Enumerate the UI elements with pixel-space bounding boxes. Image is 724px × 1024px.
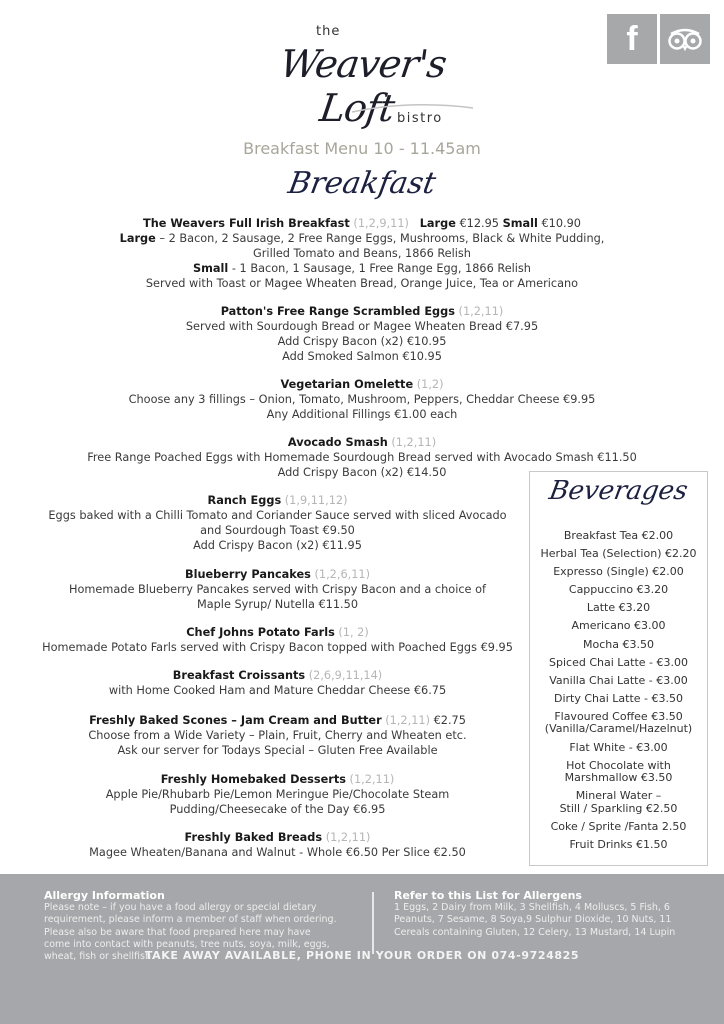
beverage-item: Americano €3.00 bbox=[571, 619, 666, 633]
item-name: Vegetarian Omelette bbox=[280, 378, 414, 391]
item-name: Freshly Baked Scones – Jam Cream and Butter bbox=[89, 714, 382, 727]
item-allergens: (1,9,11,12) bbox=[284, 494, 348, 507]
item-allergens: (1, 2) bbox=[338, 626, 369, 639]
beverage-item: Spiced Chai Latte - €3.00 bbox=[549, 655, 688, 669]
item-name: Chef Johns Potato Farls bbox=[186, 626, 335, 639]
allergy-title: Allergy Information bbox=[44, 889, 165, 902]
menu-item: Patton's Free Range Scrambled Eggs (1,2,11) Served with Sourdough Bread or Magee Wheaten Bread €7.95 Add Crispy Bacon (x2) €10.95 Add Smoked Salmon €10.95 bbox=[185, 305, 539, 363]
facebook-link[interactable] bbox=[607, 14, 657, 64]
item-name: Freshly Homebaked Desserts bbox=[160, 773, 346, 786]
beverage-item: Flat White - €3.00 bbox=[569, 740, 668, 754]
item-name: Ranch Eggs bbox=[207, 494, 282, 507]
logo-the: the bbox=[316, 24, 341, 39]
menu-item: The Weavers Full Irish Breakfast (1,2,9,11) Large €12.95 Small €10.90 Large – 2 Bacon, 2 Sausage, 2 Free Range Eggs, Mushrooms, Black & White Pudding, Grilled Tomato and Beans, 1866 Relish Small - 1 Bacon, 1 Sausage, 1 Free Range Egg, 1866 Relish Served with Toast or Magee Wheaten Bread, Orange Juice, Tea or Americano bbox=[119, 217, 605, 290]
allergy-information: Allergy Information Please note – if you have a food allergy or special dietary requirement, please inform a member of staff when ordering. Please also be aware that food prepared here may have come into contact with peanuts, tree nuts, soya, milk, eggs, wheat, fish or shellfish. bbox=[44, 889, 344, 963]
menu-item: Avocado Smash (1,2,11) Free Range Poached Eggs with Homemade Sourdough Bread served with Avocado Smash €11.50 Add Crispy Bacon (x2) €14.50 bbox=[87, 436, 637, 479]
beverage-item: Cappuccino €3.20 bbox=[568, 583, 669, 597]
beverage-item: Mineral Water – Still / Sparkling €2.50 bbox=[559, 789, 678, 815]
beverage-item: Vanilla Chai Latte - €3.00 bbox=[549, 673, 688, 687]
tripadvisor-owl-icon bbox=[667, 27, 703, 51]
beverage-item: Herbal Tea (Selection) €2.20 bbox=[540, 547, 697, 561]
beverage-item: Latte €3.20 bbox=[586, 601, 651, 615]
item-name: Freshly Baked Breads bbox=[184, 831, 323, 844]
menu-item: Blueberry Pancakes (1,2,6,11) Homemade Blueberry Pancakes served with Crispy Bacon and a choice of Maple Syrup/ Nutella €11.50 bbox=[69, 568, 486, 611]
item-allergens: (1,2,6,11) bbox=[314, 568, 371, 581]
beverage-item: Flavoured Coffee €3.50 (Vanilla/Caramel/Hazelnut) bbox=[544, 709, 693, 736]
logo-bistro: bistro bbox=[397, 111, 443, 126]
menu-subtitle: Breakfast Menu 10 - 11.45am bbox=[243, 139, 481, 158]
item-allergens: (1,2,9,11) bbox=[353, 217, 409, 230]
item-allergens: (1,2,11) bbox=[325, 831, 371, 844]
takeaway-notice: TAKE AWAY AVAILABLE, PHONE IN YOUR ORDER ON 074-9724825 bbox=[144, 949, 580, 962]
social-links bbox=[607, 14, 710, 64]
beverage-item: Fruit Drinks €1.50 bbox=[569, 837, 668, 851]
item-allergens: (1,2,11) bbox=[349, 773, 395, 786]
menu-item: Freshly Homebaked Desserts (1,2,11) Apple Pie/Rhubarb Pie/Lemon Meringue Pie/Chocolate Steam Pudding/Cheesecake of the Day €6.95 bbox=[105, 773, 450, 816]
allergy-footer bbox=[0, 874, 724, 1024]
item-allergens: (1,2,11) bbox=[391, 436, 437, 449]
allergen-list: Refer to this List for Allergens 1 Eggs, 2 Dairy from Milk, 3 Shellfish, 4 Molluscs, 5 Fish, 6 Peanuts, 7 Sesame, 8 Soya,9 Sulphur Dioxide, 10 Nuts, 11 Cereals containing Gluten, 12 Celery, 13 Mustard, 14 Lupin bbox=[394, 889, 694, 939]
beverage-item: Expresso (Single) €2.00 bbox=[553, 565, 684, 579]
menu-item: Freshly Baked Scones – Jam Cream and Butter (1,2,11) €2.75 Choose from a Wide Variety – Plain, Fruit, Cherry and Wheaten etc. Ask our server for Todays Special – Gluten Free Available bbox=[88, 714, 467, 757]
beverage-item: Dirty Chai Latte - €3.50 bbox=[553, 691, 684, 705]
item-name: The Weavers Full Irish Breakfast bbox=[143, 217, 350, 230]
beverages-list bbox=[530, 530, 707, 857]
beverage-item: Mocha €3.50 bbox=[583, 637, 654, 651]
menu-item: Freshly Baked Breads (1,2,11) Magee Wheaten/Banana and Walnut - Whole €6.50 Per Slice €2.50 bbox=[89, 831, 466, 859]
tripadvisor-link[interactable] bbox=[660, 14, 710, 64]
facebook-icon: f bbox=[626, 20, 638, 58]
beverage-item: Coke / Sprite /Fanta 2.50 bbox=[550, 819, 687, 833]
menu-item: Chef Johns Potato Farls (1, 2) Homemade Potato Farls served with Crispy Bacon topped with Poached Eggs €9.95 bbox=[42, 626, 513, 654]
footer-divider bbox=[372, 892, 374, 954]
item-name: Blueberry Pancakes bbox=[184, 568, 311, 581]
menu-item: Vegetarian Omelette (1,2) Choose any 3 fillings – Onion, Tomato, Mushroom, Peppers, Cheddar Cheese €9.95 Any Additional Fillings €1.00 each bbox=[128, 378, 596, 421]
item-name: Avocado Smash bbox=[287, 436, 388, 449]
breakfast-heading: Breakfast bbox=[285, 166, 439, 201]
logo-name: Weaver's Loft bbox=[277, 42, 449, 130]
beverage-item: Hot Chocolate with Marshmallow €3.50 bbox=[564, 758, 673, 785]
item-allergens: (2,6,9,11,14) bbox=[308, 669, 383, 682]
item-allergens: (1,2,11) bbox=[458, 305, 504, 318]
item-allergens: (1,2) bbox=[416, 378, 444, 391]
item-allergens: (1,2,11) bbox=[385, 714, 430, 727]
beverages-heading: Beverages bbox=[546, 476, 691, 506]
menu-item: Ranch Eggs (1,9,11,12) Eggs baked with a Chilli Tomato and Coriander Sauce served with sliced Avocado and Sourdough Toast €9.50 Add Crispy Bacon (x2) €11.95 bbox=[48, 494, 507, 552]
beverages-panel bbox=[529, 471, 708, 866]
beverage-item: Breakfast Tea €2.00 bbox=[563, 529, 674, 542]
menu-item: Breakfast Croissants (2,6,9,11,14) with Home Cooked Ham and Mature Cheddar Cheese €6.75 bbox=[108, 669, 447, 697]
allergen-list-title: Refer to this List for Allergens bbox=[394, 889, 582, 902]
item-name: Breakfast Croissants bbox=[172, 669, 306, 682]
item-name: Patton's Free Range Scrambled Eggs bbox=[220, 305, 455, 318]
